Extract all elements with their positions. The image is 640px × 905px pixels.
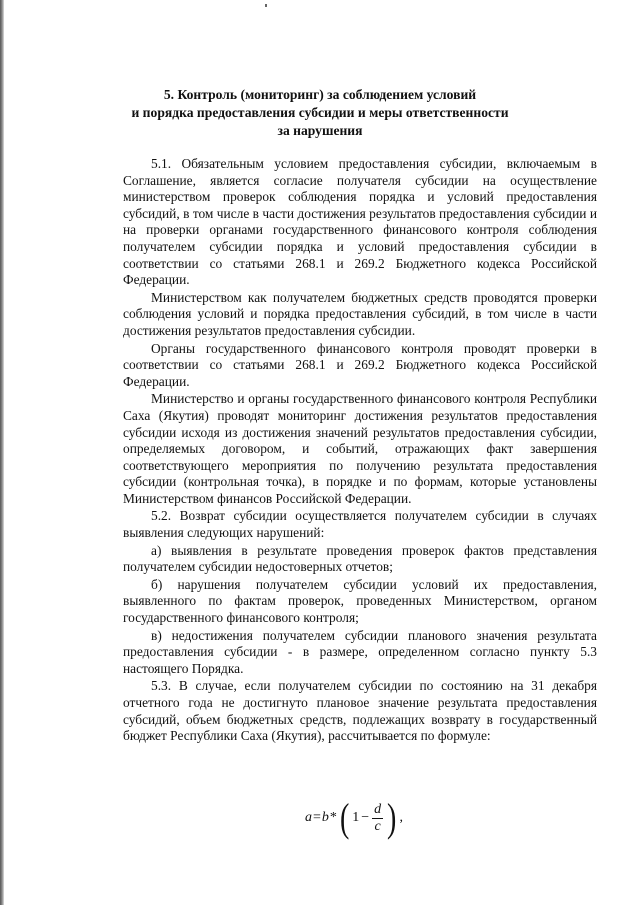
section-title bbox=[100, 86, 540, 140]
refund-formula bbox=[305, 795, 404, 840]
title-line-3: за нарушения bbox=[277, 123, 363, 138]
paragraph-monitoring: Министерство и органы государственного финансового контроля Республики Саха (Якутия) проводят мониторинг достижения результатов предоставления субсидии исходя из достижения значений результатов предоставления субсидии, определяемых договором, и событий, отражающих факт завершения соответствующего мероприятия по получению результата предоставления субсидии (контрольная точка), в порядке и по формам, которые установлены Министерством финансов Российской Федерации. bbox=[123, 391, 597, 506]
formula-equals: = bbox=[313, 810, 321, 825]
scan-edge bbox=[0, 0, 4, 905]
scan-artifact bbox=[265, 4, 267, 7]
list-item-a: а) выявления в результате проведения проверок фактов представления получателем субсидии недостоверных отчетов; bbox=[123, 542, 597, 575]
document-body bbox=[123, 156, 597, 745]
formula-trailing-comma: , bbox=[399, 810, 403, 825]
paragraph-ministry-checks: Министерством как получателем бюджетных средств проводятся проверки соблюдения условий и порядка предоставления субсидий, в том числе в части достижения результатов предоставления субсидии. bbox=[123, 289, 597, 338]
formula-numerator: d bbox=[374, 801, 382, 817]
list-item-v: в) недостижения получателем субсидии планового значения результата предоставления субсидии - в размере, определенном согласно пункту 5.3 настоящего Порядка. bbox=[123, 627, 597, 676]
formula-right-paren: ) bbox=[387, 795, 397, 840]
paragraph-5-2: 5.2. Возврат субсидии осуществляется получателем субсидии в случаях выявления следующих нарушений: bbox=[123, 508, 597, 541]
paragraph-5-3: 5.3. В случае, если получателем субсидии по состоянию на 31 декабря отчетного года не достигнуто плановое значение результата предоставления субсидий, объем бюджетных средств, подлежащих возврату в государственный бюджет Республики Саха (Якутия), рассчитывается по формуле: bbox=[123, 678, 597, 744]
formula-denominator: c bbox=[374, 818, 381, 834]
list-item-b: б) нарушения получателем субсидии условий их предоставления, выявленного по фактам проверок, проведенных Министерством, органом государственного финансового контроля; bbox=[123, 576, 597, 626]
formula-b: b bbox=[321, 810, 329, 825]
paragraph-financial-control: Органы государственного финансового контроля проводят проверки в соответствии со статьями 268.1 и 269.2 Бюджетного кодекса Российской Федерации. bbox=[123, 340, 597, 389]
title-line-1: 5. Контроль (мониторинг) за соблюдением условий bbox=[163, 87, 477, 102]
formula-multiply: * bbox=[329, 810, 337, 825]
formula-left-paren: ( bbox=[339, 795, 350, 840]
formula-minus: − bbox=[361, 810, 370, 825]
title-line-2: и порядка предоставления субсидии и меры ответственности bbox=[131, 105, 509, 120]
paragraph-5-1: 5.1. Обязательным условием предоставления субсидии, включаемым в Соглашение, является согласие получателя субсидии на осуществление министерством проверок соблюдения порядка и условий предоставления субсидий, в том числе в части достижения результатов предоставления субсидии и на проверки органами государственного финансового контроля соблюдения получателем субсидии порядка и условий предоставления субсидии в соответствии со статьями 268.1 и 269.2 Бюджетного кодекса Российской Федерации. bbox=[123, 156, 597, 288]
formula-fraction bbox=[372, 802, 383, 835]
formula-lhs: a bbox=[305, 810, 312, 825]
formula-one: 1 bbox=[352, 810, 360, 825]
